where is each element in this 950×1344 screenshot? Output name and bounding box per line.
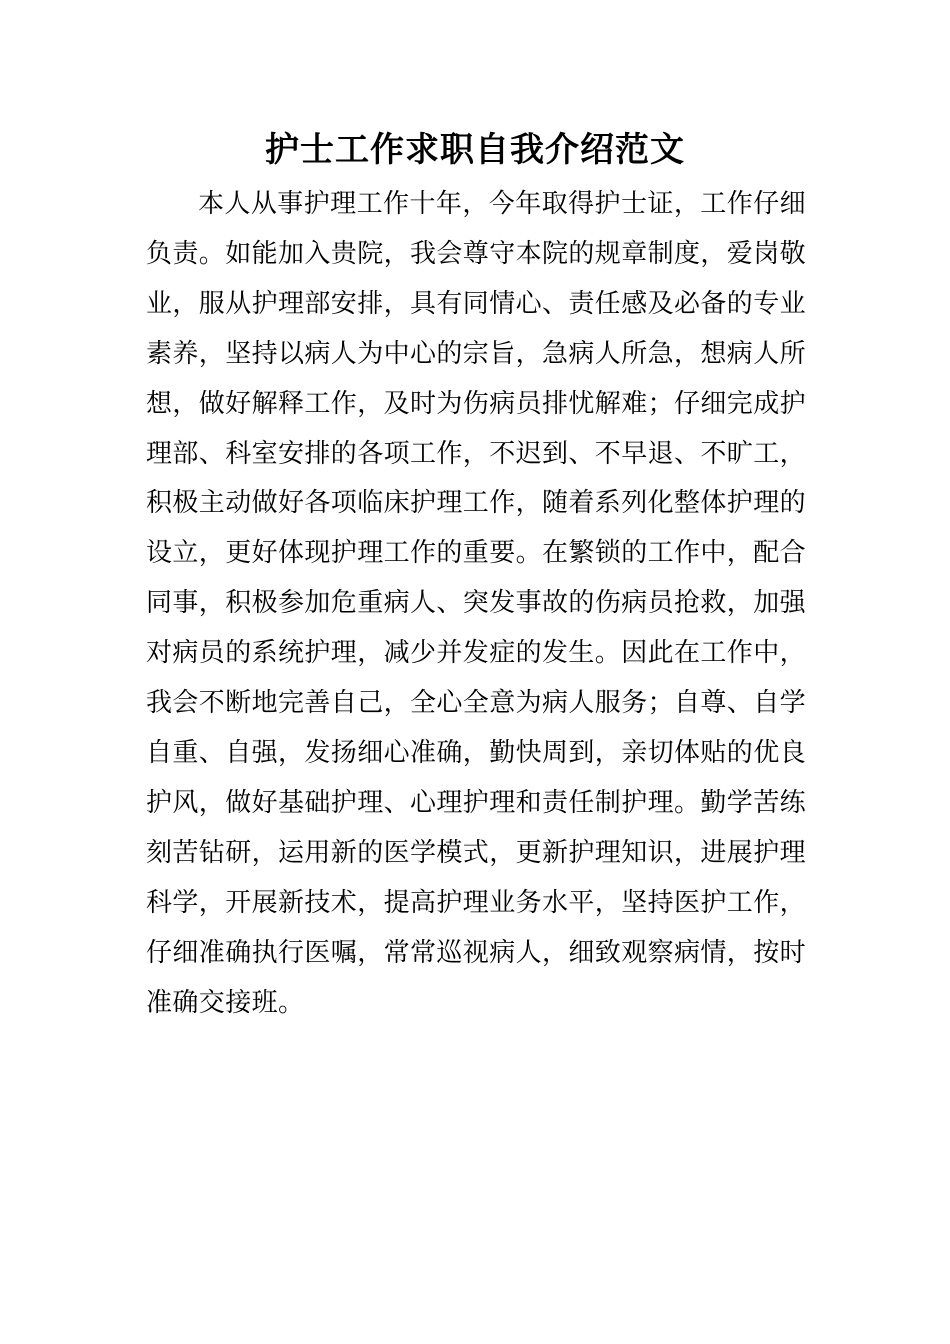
document-body-paragraph: 本人从事护理工作十年，今年取得护士证，工作仔细负责。如能加入贵院，我会尊守本院的规章制度，爱岗敬业，服从护理部安排，具有同情心、责任感及必备的专业素养，坚持以病人为中心的宗旨，急病人所急，想病人所想，做好解释工作，及时为伤病员排忧解难；仔细完成护理部、科室安排的各项工作，不迟到、不早退、不旷工，积极主动做好各项临床护理工作，随着系列化整体护理的设立，更好体现护理工作的重要。在繁锁的工作中，配合同事，积极参加危重病人、突发事故的伤病员抢救，加强对病员的系统护理，减少并发症的发生。因此在工作中，我会不断地完善自己，全心全意为病人服务；自尊、自学自重、自强，发扬细心准确，勤快周到，亲切体贴的优良护风，做好基础护理、心理护理和责任制护理。勤学苦练刻苦钻研，运用新的医学模式，更新护理知识，进展护理科学，开展新技术，提高护理业务水平，坚持医护工作，仔细准确执行医嘱，常常巡视病人，细致观察病情，按时准确交接班。 bbox=[146, 189, 807, 1018]
document-title: 护士工作求职自我介绍范文 bbox=[265, 130, 685, 170]
